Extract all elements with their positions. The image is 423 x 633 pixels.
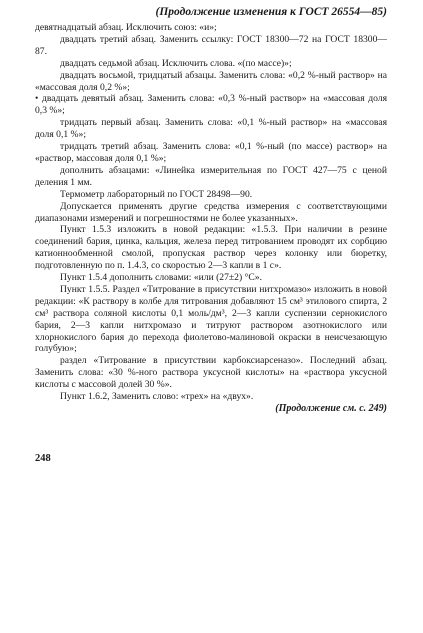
document-body xyxy=(35,22,387,415)
paragraph-13: Пункт 1.5.5. Раздел «Титрование в присутствии нитхромазо» изложить в новой редакции: «К раствору в колбе для титрования добавляют 15 см³ этилового спирта, 2 см³ раствора соляной кислоты 0,1 моль/дм³, 2—3 капли суспензии сернокислого бария, 2—3 капли нитхромазо и титруют раствором азотнокислого или хлорнокислого бария до перехода фиолетово-малиновой окраски в неисчезающую голубую»; xyxy=(35,283,387,355)
paragraph-8: дополнить абзацами: «Линейка измерительная по ГОСТ 427—75 с ценой деления 1 мм. xyxy=(35,164,387,188)
running-header: (Продолжение изменения к ГОСТ 26554—85) xyxy=(155,6,387,18)
paragraph-5: • двадцать девятый абзац. Заменить слова: «0,3 %-ный раствор» на «массовая доля 0,3 %»; xyxy=(35,93,387,117)
paragraph-1: девятнадцатый абзац. Исключить союз: «и»; xyxy=(35,22,217,33)
paragraph-11: Пункт 1.5.3 изложить в новой редакции: «1.5.3. При наличии в резине соединений бария, цинка, кальция, железа перед титрованием проводят их сорбцию катионнообменной смолой, пропуская раствор через колонку или бюретку, подготовленную по п. 1.4.3, со скоростью 2—3 капли в 1 с». xyxy=(35,224,387,272)
paragraph-2: двадцать третий абзац. Заменить ссылку: ГОСТ 18300—72 на ГОСТ 18300—87. xyxy=(35,33,387,57)
paragraph-14: раздел «Титрование в присутствии карбоксиарсеназо». Последний абзац. Заменить слова: «30 %-ного раствора уксусной кислоты» на «раствора уксусной кислоты с массовой долей 30 %». xyxy=(35,355,387,391)
paragraph-12: Пункт 1.5.4 дополнить словами: «или (27±2) °С». xyxy=(60,272,262,284)
paragraph-15: Пункт 1.6.2, Заменить слово: «трех» на «двух». xyxy=(60,391,254,403)
continuation-note: (Продолжение см. с. 249) xyxy=(275,403,387,414)
paragraph-9: Термометр лабораторный по ГОСТ 28498—90. xyxy=(60,188,253,200)
paragraph-4: двадцать восьмой, тридцатый абзацы. Заменить слова: «0,2 %-ный раствор» на «массовая доля 0,2 %»; xyxy=(35,69,387,93)
page-number: 248 xyxy=(35,453,51,464)
paragraph-3: двадцать седьмой абзац. Исключить слова. «(по массе)»; xyxy=(60,57,292,69)
paragraph-6: тридцать первый абзац. Заменить слова: «0,1 %-ный раствор» на «массовая доля 0,1 %»; xyxy=(35,117,387,141)
paragraph-10: Допускается применять другие средства измерения с соответствующими диапазонами измерений и погрешностями не более указанных». xyxy=(35,200,387,224)
paragraph-7: тридцать третий абзац. Заменить слова: «0,1 %-ный (по массе) раствор» на «раствор, массовая доля 0,1 %»; xyxy=(35,141,387,164)
